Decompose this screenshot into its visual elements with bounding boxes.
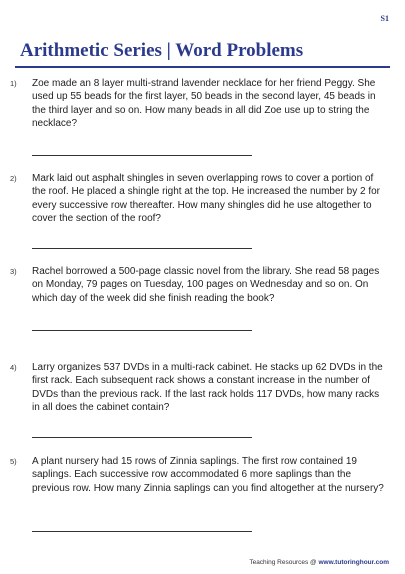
problem-text: Zoe made an 8 layer multi-strand lavender necklace for her friend Peggy. She used up 55 beads for the first layer, 50 beads in the second layer, 45 beads in the third layer and so on. How many beads in all did Zoe use up to string the necklace? — [32, 78, 376, 129]
problem-text: A plant nursery had 15 rows of Zinnia saplings. The first row contained 19 saplings. Each successive row accommodated 6 more saplings than the previous row. How many Zinnia saplings can you find altogether at the nursery? — [32, 456, 384, 494]
problem-number: 1) — [10, 79, 17, 88]
answer-line[interactable] — [32, 248, 252, 249]
footer-site-link[interactable]: www.tutoringhour.com — [318, 559, 389, 566]
title-underline — [15, 66, 390, 68]
page-title: Arithmetic Series | Word Problems — [20, 40, 304, 61]
answer-line[interactable] — [32, 155, 252, 156]
problem-text: Mark laid out asphalt shingles in seven overlapping rows to cover a portion of the roof. He placed a shingle right at the top. He increased the number by 2 for every successive row thereafter. How many shingles did he use altogether to cover the section of the roof? — [32, 173, 380, 224]
sheet-code: S1 — [380, 14, 389, 23]
answer-line[interactable] — [32, 437, 252, 438]
answer-line[interactable] — [32, 330, 252, 331]
problem-text: Larry organizes 537 DVDs in a multi-rack cabinet. He stacks up 62 DVDs in the first rack. Each subsequent rack shows a constant increase in the number of DVDs than the previous rack. If the last rack holds 117 DVDs, how many racks in all does the cabinet contain? — [32, 362, 383, 413]
footer — [249, 559, 389, 566]
problem-number: 4) — [10, 363, 17, 372]
answer-line[interactable] — [32, 531, 252, 532]
footer-label: Teaching Resources @ — [249, 559, 317, 566]
problem-number: 3) — [10, 267, 17, 276]
problem-number: 2) — [10, 174, 17, 183]
problem-number: 5) — [10, 457, 17, 466]
problem-text: Rachel borrowed a 500-page classic novel from the library. She read 58 pages on Monday, 79 pages on Tuesday, 100 pages on Wednesday and so on. On which day of the week did she finish reading the book? — [32, 266, 380, 304]
